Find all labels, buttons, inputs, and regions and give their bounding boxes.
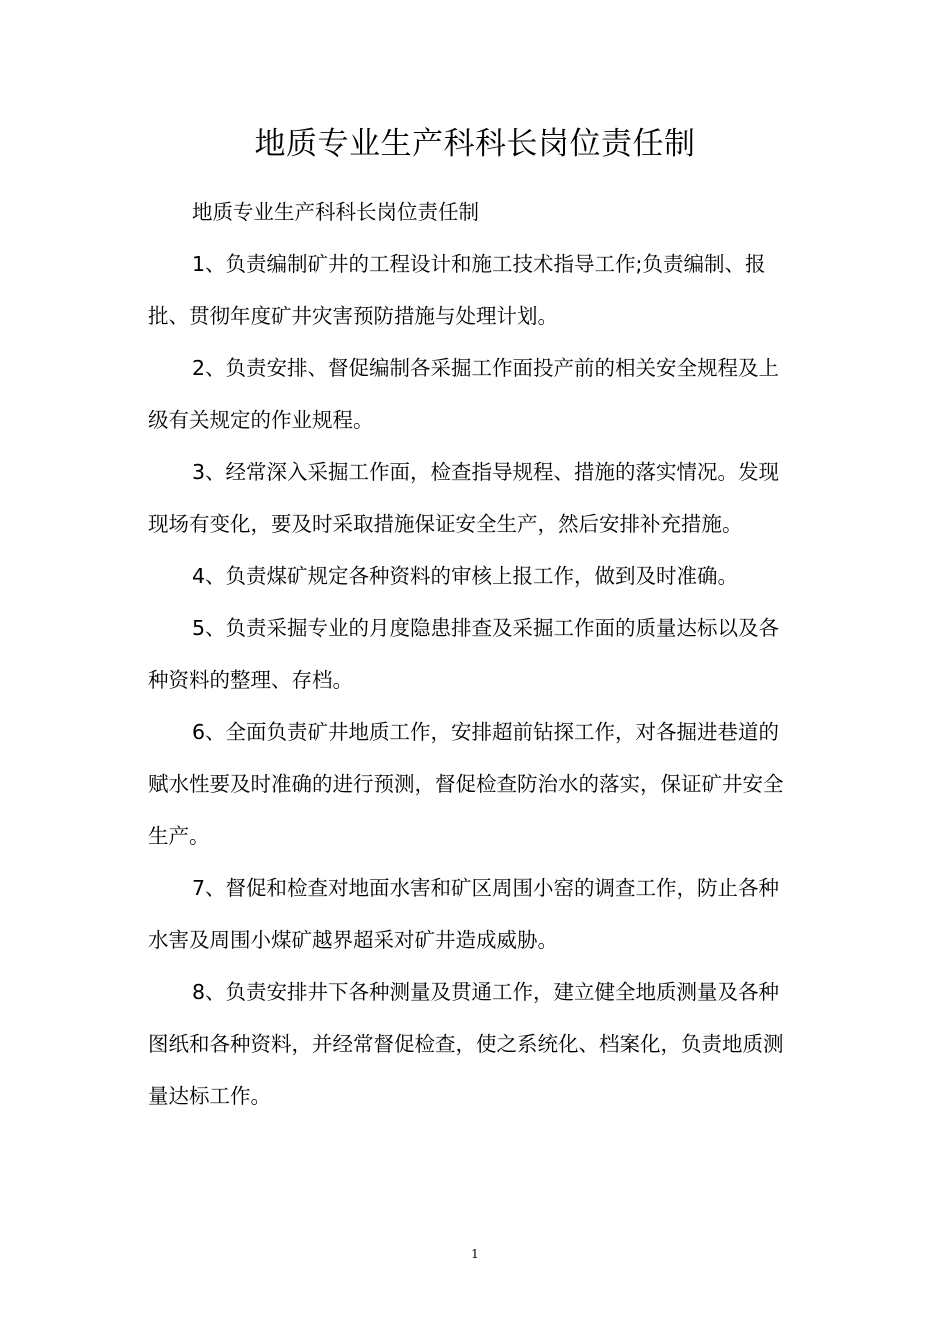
- duty-item-2: 2、负责安排、督促编制各采掘工作面投产前的相关安全规程及上级有关规定的作业规程。: [148, 356, 780, 432]
- page-number: 1: [471, 1247, 479, 1261]
- duty-item-6: 6、全面负责矿井地质工作，安排超前钻探工作，对各掘进巷道的赋水性要及时准确的进行预测，督促检查防治水的落实，保证矿井安全生产。: [148, 720, 784, 848]
- document-body: [148, 186, 798, 1122]
- duty-item-3: 3、经常深入采掘工作面，检查指导规程、措施的落实情况。发现现场有变化，要及时采取措施保证安全生产，然后安排补充措施。: [148, 460, 780, 536]
- duty-item-8: 8、负责安排井下各种测量及贯通工作，建立健全地质测量及各种图纸和各种资料，并经常督促检查，使之系统化、档案化，负责地质测量达标工作。: [148, 980, 784, 1108]
- duty-item-4: 4、负责煤矿规定各种资料的审核上报工作，做到及时准确。: [192, 564, 739, 588]
- subtitle-paragraph: 地质专业生产科科长岗位责任制: [192, 200, 479, 224]
- duty-item-1: 1、负责编制矿井的工程设计和施工技术指导工作;负责编制、报批、贯彻年度矿井灾害预防措施与处理计划。: [148, 252, 766, 328]
- document-title: 地质专业生产科科长岗位责任制: [254, 126, 696, 162]
- duty-item-5: 5、负责采掘专业的月度隐患排查及采掘工作面的质量达标以及各种资料的整理、存档。: [148, 616, 780, 692]
- duty-item-7: 7、督促和检查对地面水害和矿区周围小窑的调查工作，防止各种水害及周围小煤矿越界超采对矿井造成威胁。: [148, 876, 780, 952]
